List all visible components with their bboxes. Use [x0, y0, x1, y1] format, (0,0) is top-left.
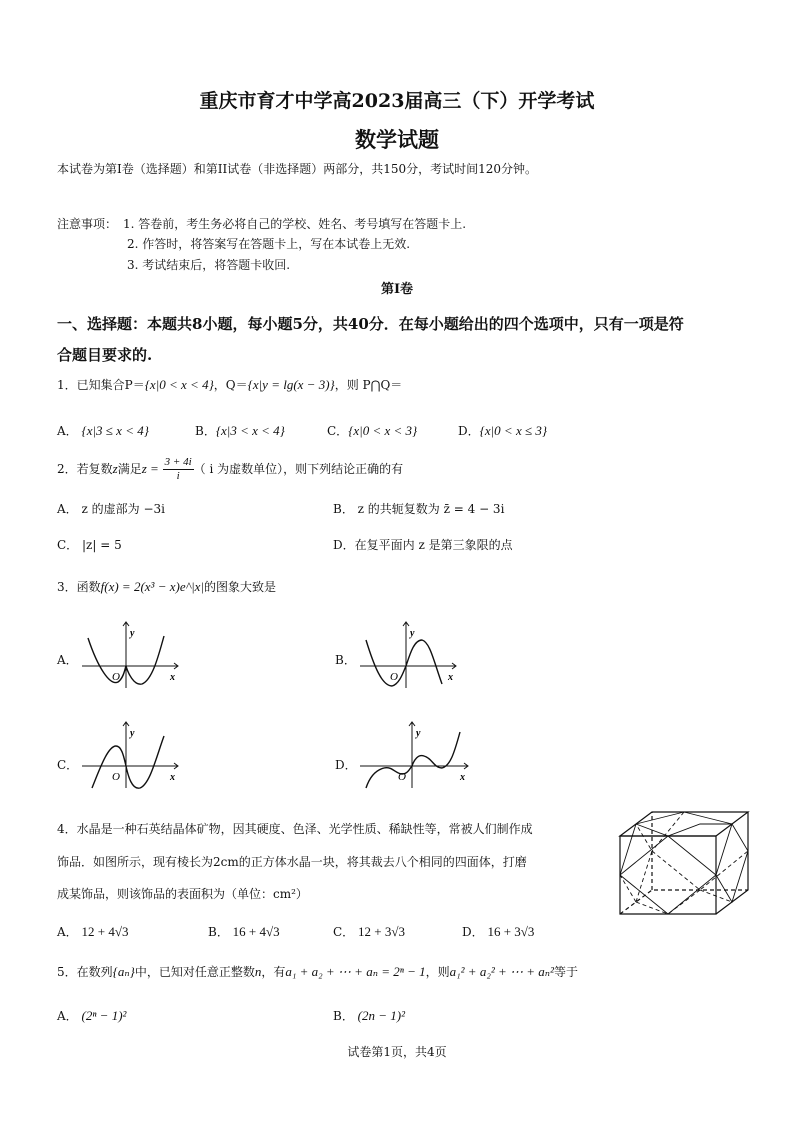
- q4-option-b[interactable]: B． 16 + 4√3: [208, 924, 280, 939]
- q1-suffix: ，则 P⋂Q＝: [334, 378, 403, 392]
- crystal-cube-figure: [614, 806, 754, 920]
- q3-option-d[interactable]: D．: [335, 758, 357, 772]
- q3-graph-b-y-label: y: [410, 628, 415, 639]
- q3-graph-d-origin: O: [398, 771, 406, 783]
- q3-graph-c-x-label: x: [170, 772, 175, 783]
- q3-graph-a-origin: O: [112, 671, 120, 683]
- q2-fraction: $\frac{3 + 4i}{i}$: [164, 456, 192, 482]
- q1-option-b[interactable]: B．{x|3 < x < 4}: [195, 423, 285, 438]
- note-item-3: 3. 考试结束后，将答题卡收回.: [127, 258, 291, 272]
- q5-stem: 5．在数列{aₙ}中，已知对任意正整数n，有a₁ + a₂ + ⋯ + aₙ = 2ⁿ − 1，则a₁² + a₂² + ⋯ + aₙ²等于: [57, 964, 578, 979]
- section1-title-line2: 合题目要求的.: [57, 346, 153, 364]
- q3-graph-d-x-label: x: [460, 772, 465, 783]
- q3-graph-a[interactable]: [80, 618, 185, 690]
- q3-graph-d-y-label: y: [416, 728, 421, 739]
- q1-prefix: 1．已知集合: [57, 378, 125, 392]
- q5-option-a[interactable]: A． (2ⁿ − 1)²: [57, 1008, 127, 1023]
- q4-option-d[interactable]: D． 16 + 3√3: [462, 924, 535, 939]
- q3-graph-d[interactable]: [358, 718, 476, 790]
- q5-option-b[interactable]: B． (2n − 1)²: [333, 1008, 405, 1023]
- q2-option-b[interactable]: B． z 的共轭复数为 z̄ = 4 − 3i: [333, 502, 505, 516]
- q1-q-name: ，Q＝: [213, 378, 248, 392]
- q1-p-set: {x|0 < x < 4}: [144, 377, 214, 392]
- q3-option-c[interactable]: C．: [57, 758, 79, 772]
- q3-graph-c-origin: O: [112, 771, 120, 783]
- q2-option-c[interactable]: C． |z| = 5: [57, 538, 122, 552]
- q3-graph-a-x-label: x: [170, 672, 175, 683]
- q1-option-d[interactable]: D．{x|0 < x ≤ 3}: [458, 423, 548, 438]
- q1-stem: [57, 377, 402, 393]
- note-item-1: 1. 答卷前，考生务必将自己的学校、姓名、考号填写在答题卡上.: [123, 217, 467, 231]
- page-footer: 试卷第1页，共4页: [347, 1045, 447, 1059]
- q3-formula: f(x) = 2(x³ − x)e^|x|: [100, 579, 204, 594]
- q2-option-a[interactable]: A． z 的虚部为 −3i: [57, 502, 165, 516]
- q4-line3: 成某饰品，则该饰品的表面积为（单位：cm²）: [57, 887, 308, 901]
- q3-graph-a-y-label: y: [130, 628, 135, 639]
- q3-graph-c[interactable]: [80, 718, 185, 790]
- q3-stem: 3．函数f(x) = 2(x³ − x)e^|x|的图象大致是: [57, 579, 277, 594]
- q4-line2: 饰品．如图所示，现有棱长为2cm的正方体水晶一块，将其裁去八个相同的四面体，打磨: [57, 855, 527, 869]
- q3-option-b[interactable]: B．: [335, 653, 356, 667]
- exam-title: 重庆市育才中学高2023届高三（下）开学考试: [199, 90, 595, 112]
- q3-option-a[interactable]: A．: [57, 653, 78, 667]
- q1-p-name: P＝: [124, 378, 145, 392]
- q2-option-d[interactable]: D．在复平面内 z 是第三象限的点: [333, 538, 513, 552]
- exam-subtitle: 数学试题: [355, 127, 439, 152]
- q1-option-c[interactable]: C．{x|0 < x < 3}: [327, 423, 418, 438]
- q4-option-a[interactable]: A． 12 + 4√3: [57, 924, 129, 939]
- q1-q-set: {x|y = lg(x − 3)}: [247, 377, 335, 392]
- section1-title-line1: 一、选择题：本题共8小题，每小题5分，共40分．在每小题给出的四个选项中，只有一项是符: [57, 315, 684, 333]
- note-item-2: 2. 作答时，将答案写在答题卡上，写在本试卷上无效.: [127, 237, 411, 251]
- q3-graph-c-y-label: y: [130, 728, 135, 739]
- q3-graph-b-x-label: x: [448, 672, 453, 683]
- q3-graph-b[interactable]: [358, 618, 463, 690]
- q4-option-c[interactable]: C． 12 + 3√3: [333, 924, 405, 939]
- part1-title: 第I卷: [380, 282, 414, 297]
- q3-graph-b-origin: O: [390, 671, 398, 683]
- notes-label: 注意事项：: [57, 217, 118, 231]
- exam-intro: 本试卷为第I卷（选择题）和第II试卷（非选择题）两部分，共150分，考试时间120分钟。: [57, 162, 538, 176]
- q1-option-a[interactable]: A． {x|3 ≤ x < 4}: [57, 423, 149, 438]
- q2-stem: 2．若复数z满足z = $\frac{3 + 4i}{i}$ （ i 为虚数单位），则下列结论正确的有: [57, 456, 404, 482]
- q4-line1: 4．水晶是一种石英结晶体矿物，因其硬度、色泽、光学性质、稀缺性等，常被人们制作成: [57, 822, 533, 836]
